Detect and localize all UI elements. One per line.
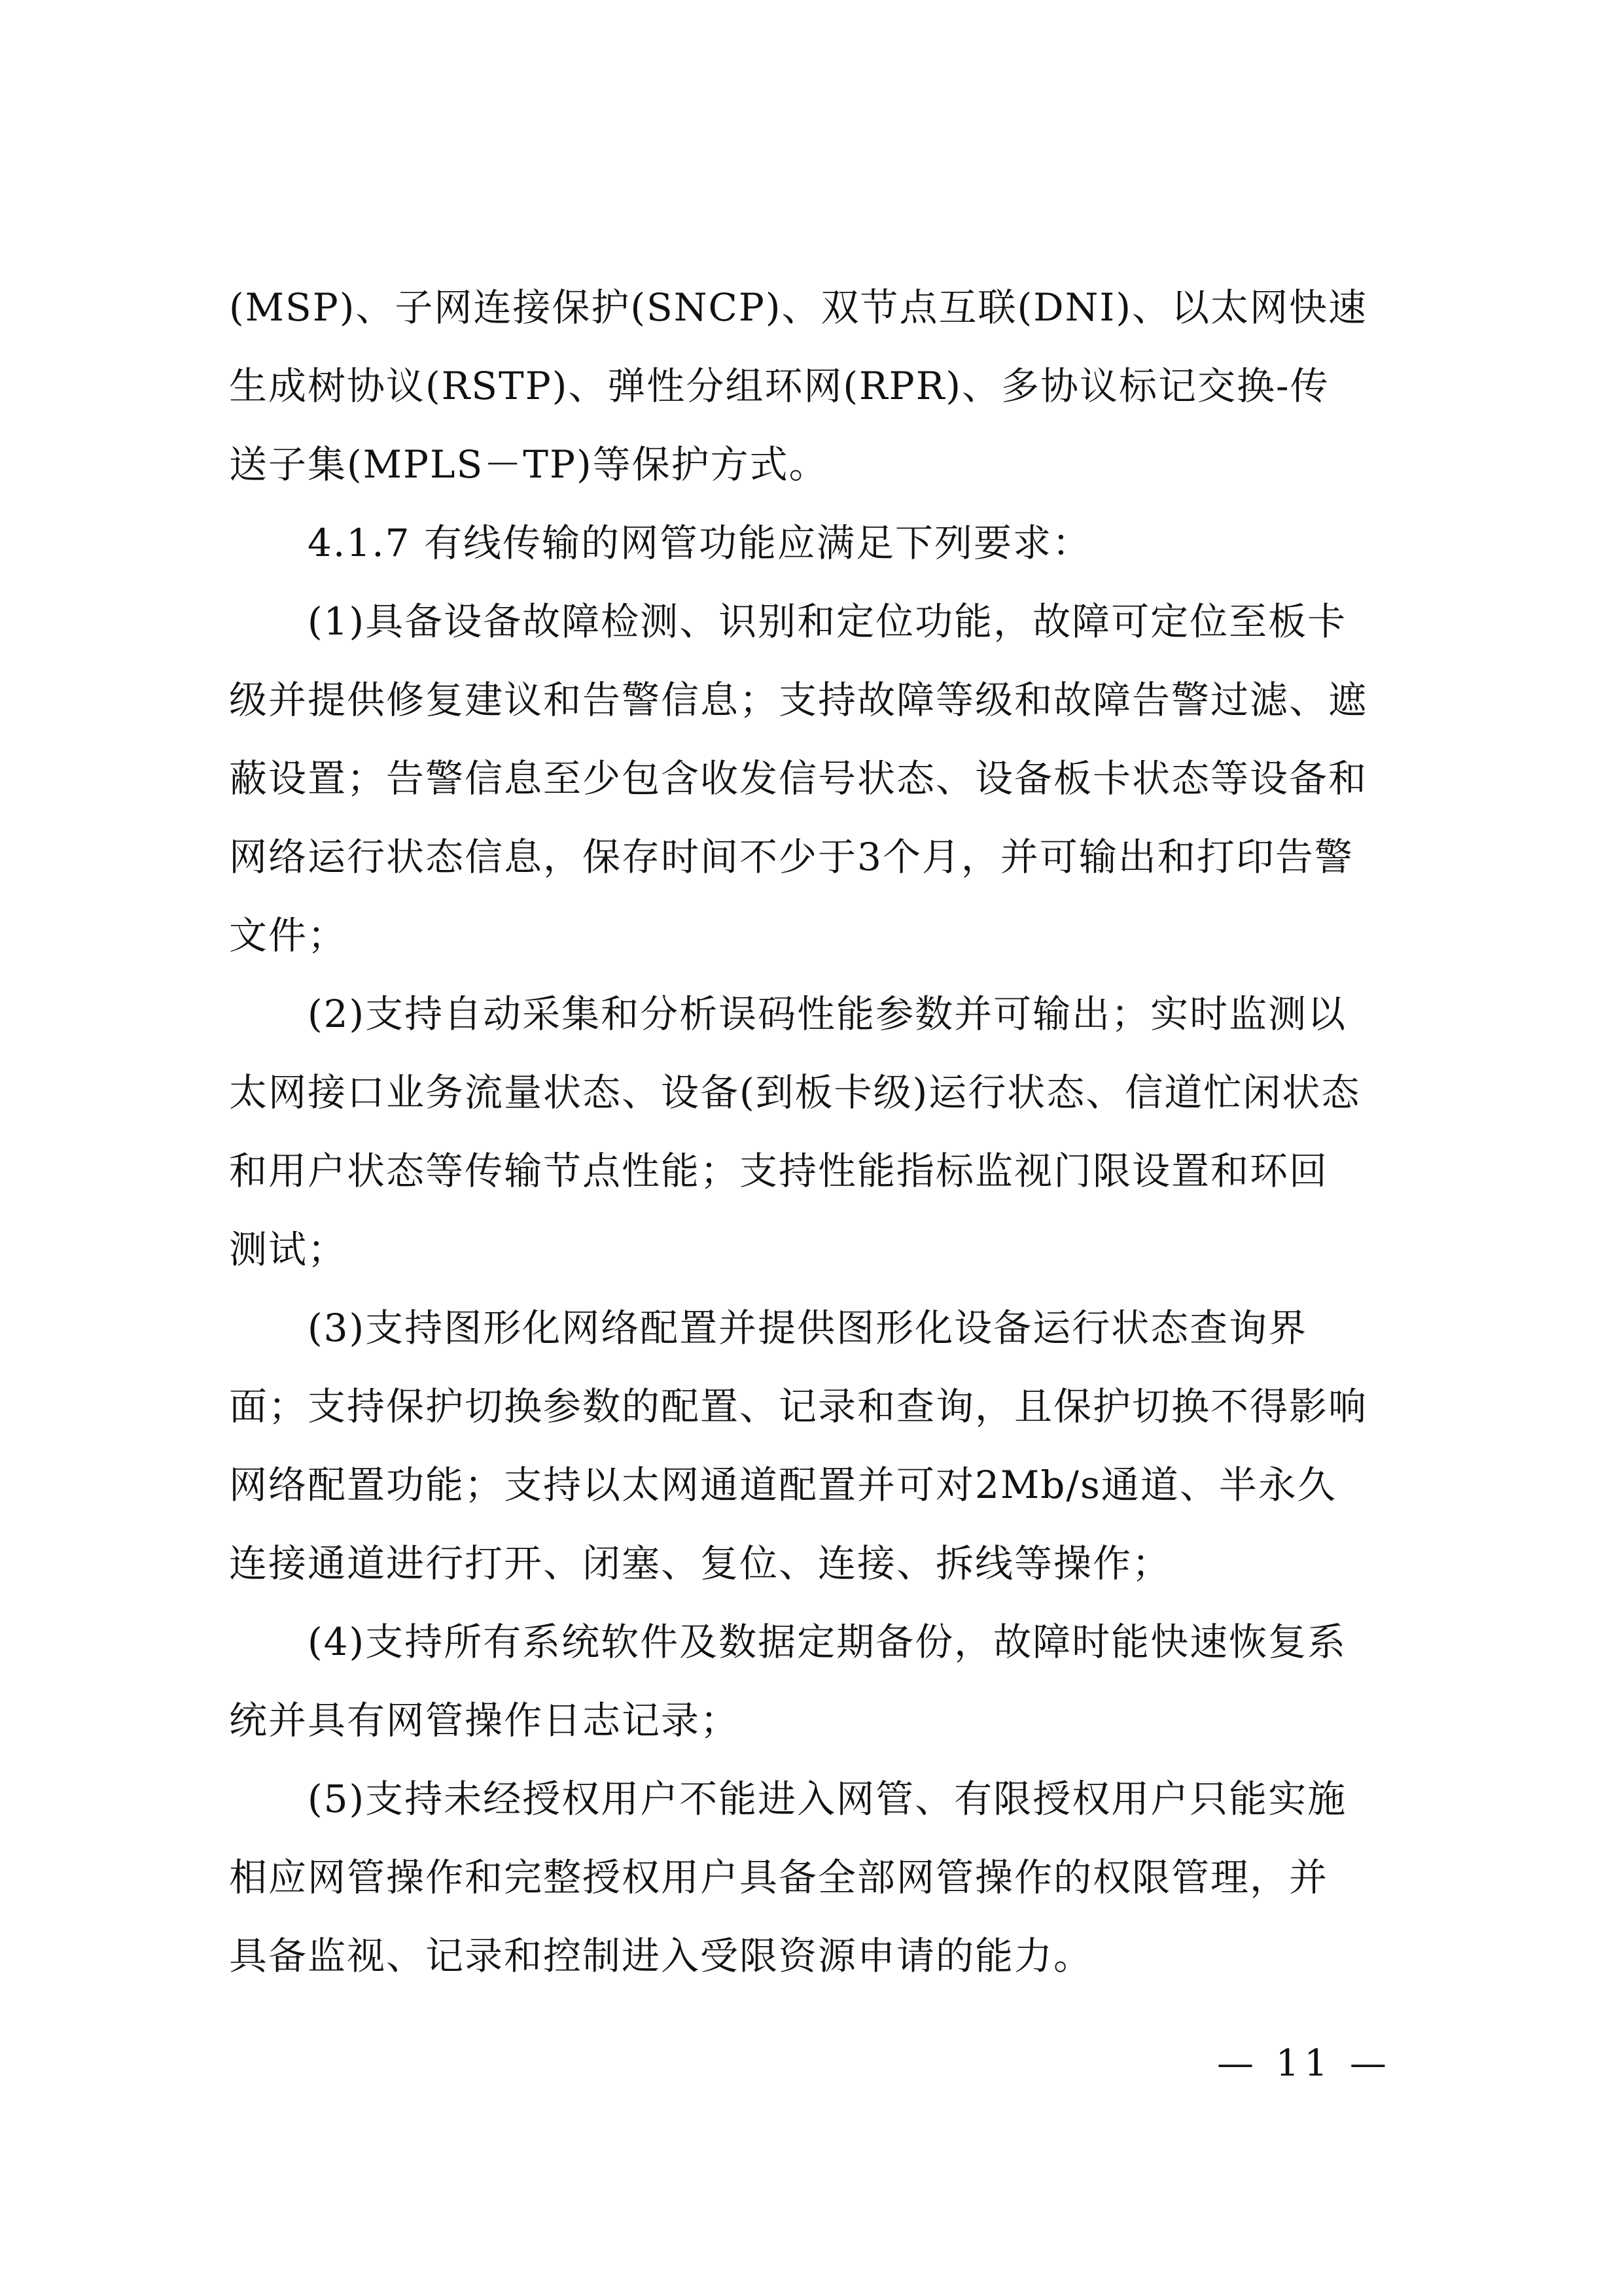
text-line: 文件； [229, 913, 347, 958]
text-line: (2)支持自动采集和分析误码性能参数并可输出；实时监测以 [308, 992, 1347, 1036]
text-line: 和用户状态等传输节点性能；支持性能指标监视门限设置和环回 [229, 1149, 1329, 1193]
section-heading: 4.1.7 有线传输的网管功能应满足下列要求： [308, 521, 1092, 565]
text-line: 网络运行状态信息，保存时间不少于3个月，并可输出和打印告警 [229, 835, 1354, 879]
text-line: (1)具备设备故障检测、识别和定位功能，故障可定位至板卡 [308, 599, 1347, 644]
text-line: (3)支持图形化网络配置并提供图形化设备运行状态查询界 [308, 1306, 1308, 1350]
text-line: 统并具有网管操作日志记录； [229, 1698, 740, 1743]
text-line: (MSP)、子网连接保护(SNCP)、双节点互联(DNI)、以太网快速 [229, 285, 1368, 330]
text-line: 具备监视、记录和控制进入受限资源申请的能力。 [229, 1934, 1093, 1978]
text-line: 级并提供修复建议和告警信息；支持故障等级和故障告警过滤、遮 [229, 678, 1368, 722]
text-line: 送子集(MPLS－TP)等保护方式。 [229, 442, 828, 487]
page-number: — 11 — [1217, 2042, 1392, 2085]
text-line: 面；支持保护切换参数的配置、记录和查询，且保护切换不得影响 [229, 1384, 1368, 1429]
text-line: 网络配置功能；支持以太网通道配置并可对2Mb/s通道、半永久 [229, 1463, 1337, 1507]
text-line: (5)支持未经授权用户不能进入网管、有限授权用户只能实施 [308, 1777, 1347, 1821]
text-line: 太网接口业务流量状态、设备(到板卡级)运行状态、信道忙闲状态 [229, 1070, 1361, 1115]
text-line: 相应网管操作和完整授权用户具备全部网管操作的权限管理，并 [229, 1855, 1329, 1900]
text-line: 连接通道进行打开、闭塞、复位、连接、拆线等操作； [229, 1541, 1172, 1586]
text-line: 测试； [229, 1227, 347, 1272]
text-line: (4)支持所有系统软件及数据定期备份，故障时能快速恢复系 [308, 1620, 1347, 1664]
text-line: 蔽设置；告警信息至少包含收发信号状态、设备板卡状态等设备和 [229, 756, 1368, 801]
text-line: 生成树协议(RSTP)、弹性分组环网(RPR)、多协议标记交换-传 [229, 364, 1330, 408]
